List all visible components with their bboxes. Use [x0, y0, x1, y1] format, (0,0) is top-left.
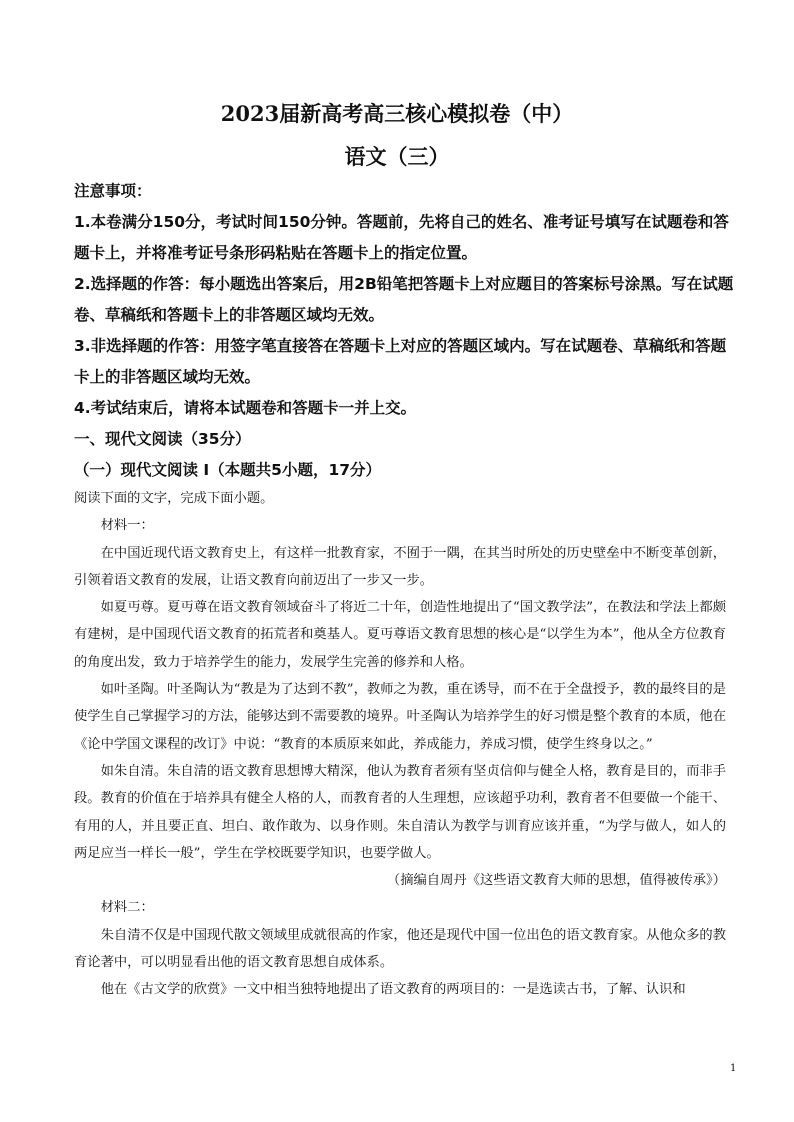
page-title: 2023届新高考高三核心模拟卷（中）: [220, 101, 574, 126]
notice-heading: 注意事项：: [74, 182, 152, 200]
material-1-source: （摘编自周丹《这些语文教育大师的思想，值得被传承》）: [386, 873, 726, 889]
reading-passage: [74, 485, 726, 1004]
notice-item-4: 4.考试结束后，请将本试题卷和答题卡一并上交。: [74, 399, 417, 417]
section-heading: 一、现代文阅读（35分）: [74, 430, 251, 448]
instruction-text: 阅读下面的文字，完成下面小题。: [74, 491, 274, 506]
material-2-paragraph-1: 朱自清不仅是中国现代散文领域里成就很高的作家，他还是现代中国一位出色的语文教育家。从他众多的教育论著中，可以明显看出他的语文教育思想自成体系。: [74, 927, 726, 971]
material-1-paragraph-3: 如叶圣陶。叶圣陶认为“教是为了达到不教”，教师之为教，重在诱导，而不在于全盘授予，教的最终目的是使学生自己掌握学习的方法，能够达到不需要教的境界。叶圣陶认为培养学生的好习惯是整个教育的本质，他在《论中学国文课程的改订》中说：“教育的本质原来如此，养成能力，养成习惯，使学生终身以之。”: [74, 682, 726, 752]
material-1-paragraph-1: 在中国近现代语文教育史上，有这样一批教育家，不囿于一隅，在其当时所处的历史壁垒中不断变革创新，引领着语文教育的发展，让语文教育向前迈出了一步又一步。: [74, 545, 726, 588]
notice-item-3: 3.非选择题的作答：用签字笔直接答在答题卡上对应的答题区域内。写在试题卷、草稿纸和答题卡上的非答题区域均无效。: [74, 337, 727, 386]
material-1-paragraph-2: 如夏丏尊。夏丏尊在语文教育领域奋斗了将近二十年，创造性地提出了“国文教学法”，在教法和学法上都颇有建树，是中国现代语文教育的拓荒者和奠基人。夏丏尊语文教育思想的核心是“以学生为本”，他从全方位教育的角度出发，致力于培养学生的能力，发展学生完善的修养和人格。: [74, 600, 726, 670]
page-number: 1: [730, 1063, 737, 1074]
notice-item-1: 1.本卷满分150分，考试时间150分钟。答题前，先将自己的姓名、准考证号填写在试题卷和答题卡上，并将准考证号条形码粘贴在答题卡上的指定位置。: [74, 213, 729, 262]
notice-block: [74, 176, 734, 486]
page-subtitle: 语文（三）: [344, 144, 450, 169]
notice-item-2: 2.选择题的作答：每小题选出答案后，用2B铅笔把答题卡上对应题目的答案标号涂黑。写在试题卷、草稿纸和答题卡上的非答题区域均无效。: [74, 275, 734, 324]
subsection-heading: （一）现代文阅读 I（本题共5小题，17分）: [74, 461, 382, 479]
material-2-label: 材料二：: [100, 900, 154, 916]
material-1-paragraph-4: 如朱自清。朱自清的语文教育思想博大精深，他认为教育者须有坚贞信仰与健全人格，教育是目的，而非手段。教育的价值在于培养具有健全人格的人，而教育者的人生理想，应该超乎功利，教育者不但要做一个能干、有用的人，并且要正直、坦白、敢作敢为、以身作则。朱自清认为教学与训育应该并重，“为学与做人，如人的两足应当一样长一般”，学生在学校既要学知识，也要学做人。: [74, 763, 726, 861]
material-2-paragraph-2: 他在《古文学的欣赏》一文中相当独特地提出了语文教育的两项目的：一是选读古书，了解、认识和: [100, 982, 686, 998]
material-1-label: 材料一：: [100, 518, 154, 534]
